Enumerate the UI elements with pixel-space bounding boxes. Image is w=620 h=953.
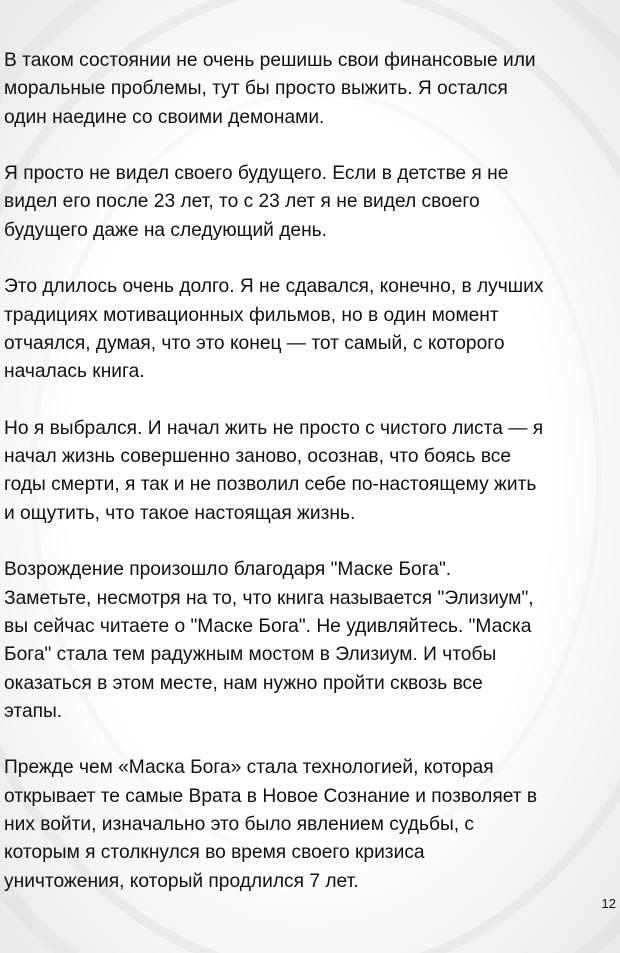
text-line: вы сейчас читаете о "Маске Бога". Не удивляйтесь. "Маска [4, 615, 532, 637]
text-line: традициях мотивационных фильмов, но в один момент [4, 304, 499, 326]
paragraph-5 [4, 556, 612, 726]
paragraph-6 [4, 754, 612, 895]
text-line: один наедине со своими демонами. [4, 106, 325, 128]
text-line: Заметьте, несмотря на то, что книга называется "Элизиум", [4, 587, 534, 609]
text-line: годы смерти, я так и не позволил себе по-настоящему жить [4, 474, 537, 496]
text-line: Но я выбрался. И начал жить не просто с чистого листа — я [4, 417, 544, 439]
text-line: моральные проблемы, тут бы просто выжить. Я остался [4, 78, 508, 100]
text-line: началась книга. [4, 361, 145, 383]
text-line: которым я столкнулся во время своего кризиса [4, 842, 425, 864]
text-line: Это длилось очень долго. Я не сдавался, конечно, в лучших [4, 276, 544, 298]
page-number: 12 [601, 896, 616, 911]
text-line: Прежде чем «Маска Бога» стала технологией, которая [4, 757, 494, 779]
paragraph-4 [4, 415, 612, 528]
text-line: видел его после 23 лет, то с 23 лет я не видел своего [4, 191, 480, 213]
text-line: В таком состоянии не очень решишь свои финансовые или [4, 50, 536, 71]
text-line: открывает те самые Врата в Новое Сознание и позволяет в [4, 785, 538, 807]
text-line: уничтожения, который продлился 7 лет. [4, 870, 359, 892]
body-text [4, 47, 612, 924]
text-line: них войти, изначально это было явлением судьбы, с [4, 814, 475, 836]
text-line: этапы. [4, 700, 63, 722]
text-line: и ощутить, что такое настоящая жизнь. [4, 502, 356, 524]
text-line: Возрождение произошло благодаря "Маске Бога". [4, 559, 452, 581]
text-line: отчаялся, думая, что это конец — тот самый, с которого [4, 332, 505, 354]
paragraph-3 [4, 273, 612, 386]
paragraph-1 [4, 47, 612, 132]
text-line: Я просто не видел своего будущего. Если в детстве я не [4, 163, 509, 185]
text-line: Бога" стала тем радужным мостом в Элизиум. И чтобы [4, 644, 497, 666]
text-line: оказаться в этом месте, нам нужно пройти сквозь все [4, 672, 483, 694]
text-line: будущего даже на следующий день. [4, 219, 328, 241]
text-line: начал жизнь совершенно заново, осознав, что боясь все [4, 446, 512, 468]
paragraph-2 [4, 160, 612, 245]
